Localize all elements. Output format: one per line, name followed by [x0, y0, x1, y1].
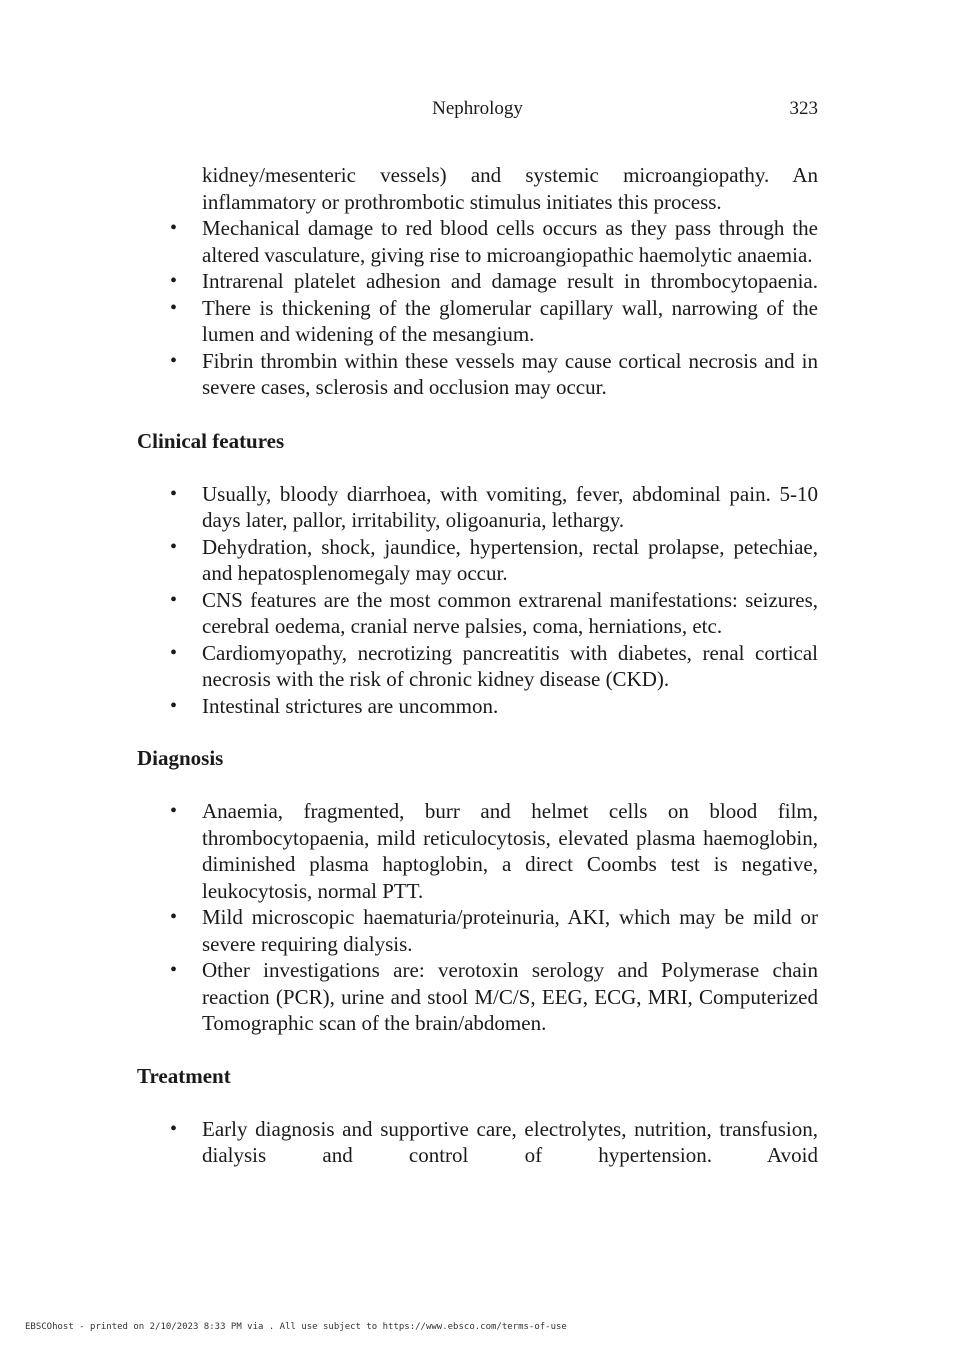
ebsco-footer: EBSCOhost - printed on 2/10/2023 8:33 PM via . All use subject to https://www.ebsco.com/terms-of-use [25, 1322, 567, 1332]
list-item-text: CNS features are the most common extrarenal manifestations: seizures, cerebral oedema, cranial nerve palsies, coma, herniations, etc. [202, 587, 818, 638]
bullet-icon: • [170, 906, 178, 928]
section-heading: Treatment [137, 1063, 231, 1088]
list-item [137, 904, 818, 957]
list-item [137, 268, 818, 295]
pathogenesis-list [137, 215, 818, 401]
bullet-icon: • [170, 800, 178, 822]
section-diagnosis [137, 744, 818, 1037]
clinical-features-list [137, 481, 818, 720]
list-item [137, 481, 818, 534]
list-item [137, 534, 818, 587]
list-item [137, 798, 818, 904]
bullet-icon: • [170, 959, 178, 981]
bullet-icon: • [170, 641, 178, 664]
list-item-text: Fibrin thrombin within these vessels may cause cortical necrosis and in severe cases, sclerosis and occlusion may occur. [202, 348, 818, 399]
list-item [137, 215, 818, 268]
list-item [137, 1116, 818, 1169]
treatment-list [137, 1116, 818, 1169]
section-heading: Diagnosis [137, 746, 224, 770]
list-item-text: Other investigations are: verotoxin serology and Polymerase chain reaction (PCR), urine and stool M/C/S, EEG, ECG, MRI, Computerized Tomographic scan of the brain/abdomen. [202, 958, 818, 1035]
page-number: 323 [789, 98, 818, 119]
continuation-paragraph: kidney/mesenteric vessels) and systemic microangiopathy. An inflammatory or prothrombotic stimulus initiates this process. [202, 163, 818, 214]
list-item-text: Cardiomyopathy, necrotizing pancreatitis with diabetes, renal cortical necrosis with the risk of chronic kidney disease (CKD). [202, 640, 818, 691]
list-item-text: Early diagnosis and supportive care, electrolytes, nutrition, transfusion, dialysis and control of hypertension. Avoid [202, 1116, 818, 1167]
page-content [137, 162, 818, 1194]
diagnosis-list [137, 798, 818, 1037]
bullet-icon: • [170, 1117, 178, 1140]
section-treatment [137, 1062, 818, 1169]
list-item [137, 957, 818, 1037]
list-item-text: Intestinal strictures are uncommon. [202, 693, 499, 718]
list-item-text-inner: Intrarenal platelet adhesion and damage result in thrombocytopaenia. [202, 269, 818, 293]
list-item [137, 693, 818, 720]
section-clinical-features [137, 427, 818, 720]
running-title: Nephrology [432, 98, 523, 119]
list-item [137, 587, 818, 640]
list-item-text [202, 269, 818, 293]
list-item-text: Mild microscopic haematuria/proteinuria, AKI, which may be mild or severe requiring dialysis. [202, 905, 818, 956]
list-item-text: There is thickening of the glomerular capillary wall, narrowing of the lumen and widening of the mesangium. [202, 295, 818, 346]
list-item [137, 295, 818, 348]
list-item-text: Mechanical damage to red blood cells occurs as they pass through the altered vasculature, giving rise to microangiopathic haemolytic anaemia. [202, 216, 818, 267]
list-item-text: Dehydration, shock, jaundice, hypertension, rectal prolapse, petechiae, and hepatosplenomegaly may occur. [202, 534, 818, 585]
bullet-icon: • [170, 349, 178, 372]
bullet-icon: • [170, 217, 178, 239]
bullet-icon: • [170, 296, 178, 319]
bullet-icon: • [170, 535, 178, 558]
running-header [137, 96, 818, 122]
bullet-icon: • [170, 694, 178, 717]
bullet-icon: • [170, 270, 178, 292]
list-item-text: Anaemia, fragmented, burr and helmet cells on blood film, thrombocytopaenia, mild reticulocytosis, elevated plasma haemoglobin, diminished plasma haptoglobin, a direct Coombs test is negative, leukocytosis, normal PTT. [202, 799, 818, 903]
section-heading: Clinical features [137, 428, 285, 453]
list-item-text: Usually, bloody diarrhoea, with vomiting, fever, abdominal pain. 5-10 days later, pallor, irritability, oligoanuria, lethargy. [202, 481, 818, 532]
list-item [137, 348, 818, 401]
list-item [137, 640, 818, 693]
bullet-icon: • [170, 588, 178, 611]
bullet-icon: • [170, 482, 178, 505]
